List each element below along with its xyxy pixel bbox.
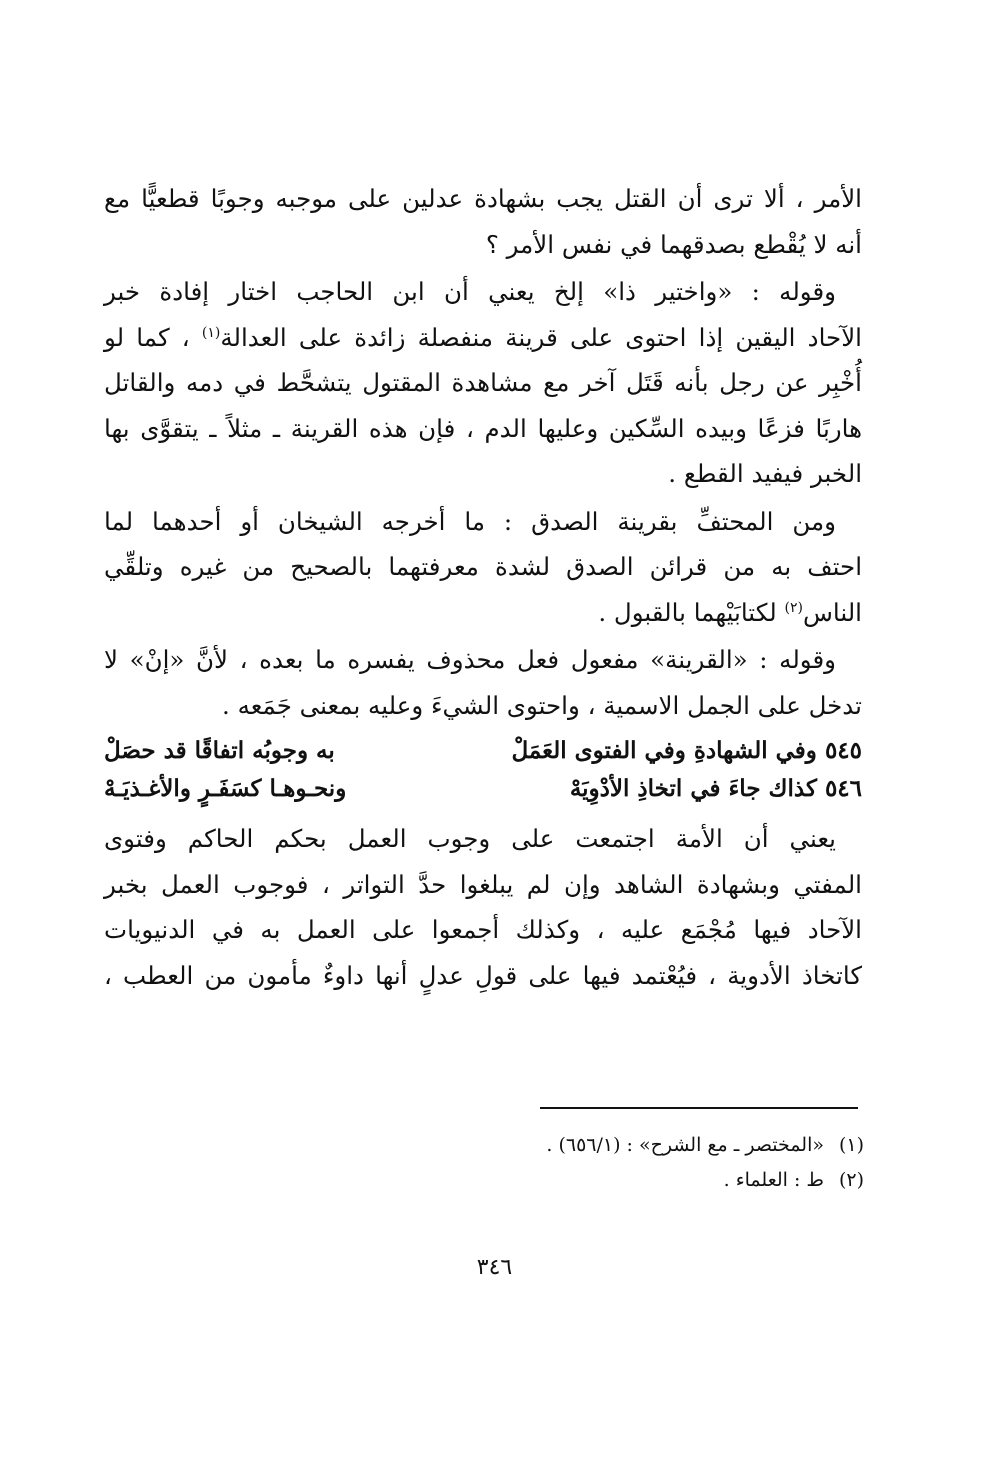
verse-number: ٥٤٦: [824, 775, 862, 802]
text-fragment: لكتابَيْهما بالقبول .: [598, 597, 777, 627]
text-line: الأمر ، ألا ترى أن القتل يجب بشهادة عدلين على موجبه وجوبًا قطعيًّا مع: [104, 184, 862, 213]
text-line: أُخْبِر عن رجل بأنه قَتَل آخر مع مشاهدة المقتول يتشحَّط في دمه والقاتل: [104, 368, 862, 397]
footnote-text: «المختصر ـ مع الشرح» : (٦٥٦/١) .: [546, 1134, 824, 1156]
text-line: احتف به من قرائن الصدق لشدة معرفتهما بالصحيح من غيره وتلقِّي: [104, 552, 862, 581]
page-number: ٣٤٦: [476, 1255, 513, 1280]
text-line: ومن المحتفِّ بقرينة الصدق : ما أخرجه الشيخان أو أحدهما لما: [104, 506, 836, 536]
text-line: المفتي وبشهادة الشاهد وإن لم يبلغوا حدَّ التواتر ، فوجوب العمل بخبر: [104, 869, 862, 899]
verse-number: ٥٤٥: [824, 737, 862, 764]
paragraph: [104, 816, 862, 998]
poem-verses: [104, 732, 862, 808]
footnote-divider: [540, 1107, 858, 1109]
verse-text: وفي الشهادةِ وفي الفتوى العَمَلْ: [511, 737, 817, 764]
footnotes: [364, 1128, 864, 1198]
text-fragment: الناس: [802, 597, 862, 627]
text-line: هاربًا فزعًا وبيده السِّكين وعليها الدم ، فإن هذه القرينة ـ مثلاً ـ يتقوَّى بها: [104, 413, 862, 443]
text-line: وقوله : «واختير ذا» إلخ يعني أن ابن الحاجب اختار إفادة خبر: [104, 277, 836, 306]
text-line: [104, 315, 862, 361]
footnote-text: ط : العلماء .: [723, 1169, 824, 1191]
footnote: [364, 1128, 864, 1163]
text-line: أنه لا يُقْطع بصدقهما في نفس الأمر ؟: [485, 229, 862, 259]
main-text: [104, 176, 862, 1000]
verse-second-hemistich: به وجوبُه اتفاقًا قد حصَلْ: [104, 737, 335, 764]
footnote: [364, 1163, 864, 1198]
paragraph: [104, 637, 862, 728]
text-line: كاتخاذ الأدوية ، فيُعْتمد فيها على قولِ عدلٍ أنها داوءٌ مأمون من العطب ،: [104, 960, 862, 990]
footnote-number: (٢): [838, 1169, 864, 1191]
verse-second-hemistich: ونحـوهـا كسَفَـرٍ والأغـذيَـهْ: [104, 775, 347, 802]
verse-first-hemistich: [570, 770, 862, 808]
footnote-marker[interactable]: (١): [201, 324, 221, 341]
text-fragment: ، كما لو: [104, 322, 190, 352]
verse-line: [104, 770, 862, 808]
footnote-marker[interactable]: (٢): [784, 599, 803, 616]
paragraph: [104, 176, 862, 267]
verse-text: كذاك جاءَ في اتخاذِ الأدْوِيَهْ: [569, 775, 817, 802]
text-line: الخبر فيفيد القطع .: [668, 459, 862, 488]
text-line: الآحاد فيها مُجْمَع عليه ، وكذلك أجمعوا على العمل به في الدنيويات: [104, 915, 862, 944]
text-line: يعني أن الأمة اجتمعت على وجوب العمل بحكم الحاكم وفتوى: [104, 824, 836, 853]
verse-first-hemistich: [511, 732, 862, 770]
text-fragment: الآحاد اليقين إذا احتوى على قرينة منفصلة زائدة على العدالة: [220, 322, 862, 352]
paragraph: [104, 269, 862, 497]
text-line: تدخل على الجمل الاسمية ، واحتوى الشيءَ وعليه بمعنى جَمَعه .: [222, 690, 862, 720]
text-line: وقوله : «القرينة» مفعول فعل محذوف يفسره ما بعده ، لأنَّ «إنْ» لا: [104, 645, 836, 674]
verse-line: [104, 732, 862, 770]
footnote-number: (١): [838, 1134, 864, 1156]
paragraph: [104, 499, 862, 636]
text-line: [104, 590, 862, 636]
